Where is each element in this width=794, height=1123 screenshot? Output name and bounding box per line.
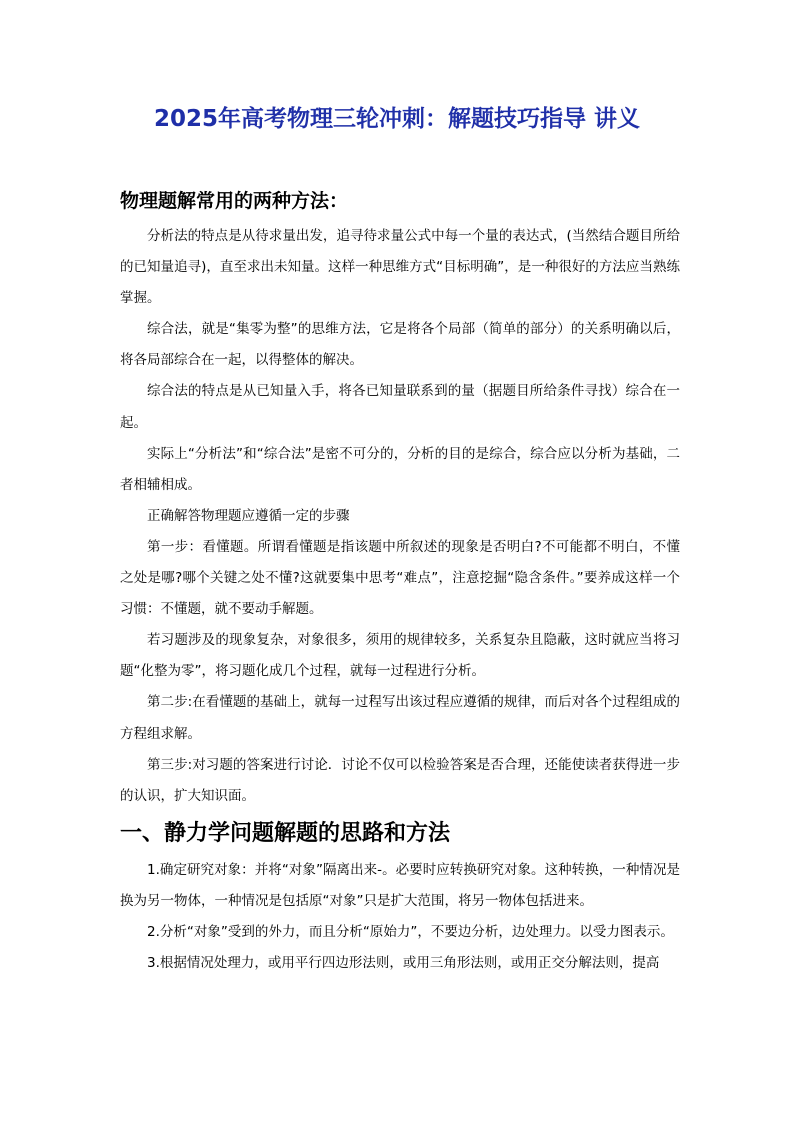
paragraph: 实际上“分析法”和“综合法”是密不可分的，分析的目的是综合，综合应以分析为基础，二者相辅相成。 [120,445,680,493]
paragraph: 第二步:在看懂题的基础上，就每一过程写出该过程应遵循的规律，而后对各个过程组成的方程组求解。 [120,694,680,742]
paragraph: 若习题涉及的现象复杂，对象很多，须用的规律较多，关系复杂且隐蔽，这时就应当将习题“化整为零”，将习题化成几个过程，就每一过程进行分析。 [120,632,680,680]
section-body-statics [120,855,680,979]
paragraph: 分析法的特点是从待求量出发，追寻待求量公式中每一个量的表达式，(当然结合题目所给的已知量追寻)，直至求出未知量。这样一种思维方式“目标明确”，是一种很好的方法应当熟练掌握。 [120,228,680,307]
section-heading-statics: 一、静力学问题解题的思路和方法 [120,821,451,846]
section-heading-methods: 物理题解常用的两种方法： [120,190,349,212]
paragraph: 第一步：看懂题。所谓看懂题是指该题中所叙述的现象是否明白?不可能都不明白，不懂之处是哪?哪个关键之处不懂?这就要集中思考“难点”，注意挖掘“隐含条件。”要养成这样一个习惯：不懂题，就不要动手解题。 [120,538,680,618]
paragraph: 1.确定研究对象：并将“对象”隔离出来-。必要时应转换研究对象。这种转换，一种情况是换为另一物体，一种情况是包括原“对象”只是扩大范围，将另一物体包括进来。 [120,862,680,910]
paragraph: 第三步:对习题的答案进行讨论．讨论不仅可以检验答案是否合理，还能使读者获得进一步的认识，扩大知识面。 [120,756,680,804]
paragraph: 3.根据情况处理力，或用平行四边形法则，或用三角形法则，或用正交分解法则，提高 [147,955,660,972]
paragraph: 2.分析“对象”受到的外力，而且分析“原始力”，不要边分析，边处理力。以受力图表示。 [147,924,674,941]
paragraph: 综合法的特点是从已知量入手，将各已知量联系到的量（据题目所给条件寻找）综合在一起。 [120,383,680,431]
section-body-methods [120,221,680,812]
paragraph: 综合法，就是“集零为整”的思维方法，它是将各个局部（简单的部分）的关系明确以后，将各局部综合在一起，以得整体的解决。 [120,321,680,369]
paragraph: 正确解答物理题应遵循一定的步骤 [147,507,350,524]
document-title: 2025年高考物理三轮冲刺：解题技巧指导 讲义 [153,106,641,132]
